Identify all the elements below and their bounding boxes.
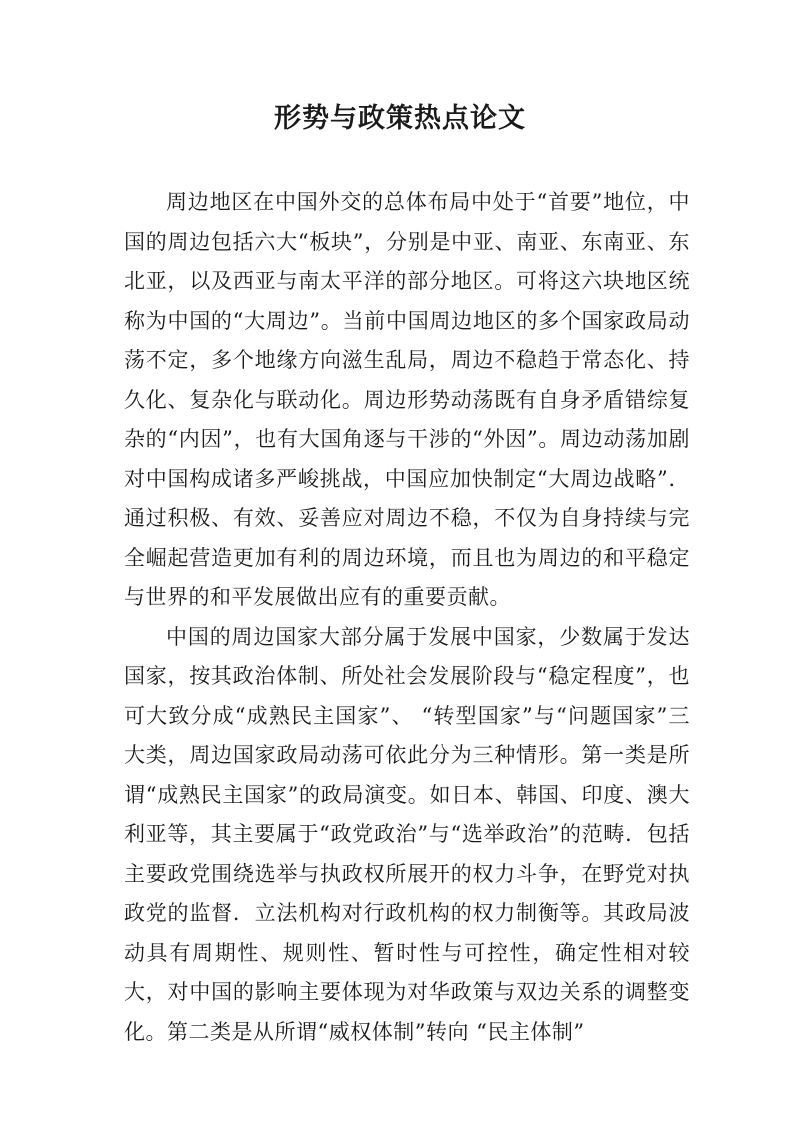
paragraph-1: 周边地区在中国外交的总体布局中处于“首要”地位，中国的周边包括六大“板块”，分别是中亚、南亚、东南亚、东北亚，以及西亚与南太平洋的部分地区。可将这六块地区统称为中国的“大周边”。当前中国周边地区的多个国家政局动荡不定，多个地缘方向滋生乱局，周边不稳趋于常态化、持久化、复杂化与联动化。周边形势动荡既有自身矛盾错综复杂的“内因”，也有大国角逐与干涉的“外因”。周边动荡加剧对中国构成诸多严峻挑战，中国应加快制定“大周边战略”．通过积极、有效、妥善应对周边不稳，不仅为自身持续与完全崛起营造更加有利的周边环境，而且也为周边的和平稳定与世界的和平发展做出应有的重要贡献。	[124, 190, 690, 609]
document-body	[124, 183, 690, 1052]
paragraph-2: 中国的周边国家大部分属于发展中国家，少数属于发达国家，按其政治体制、所处社会发展阶段与“稳定程度”，也可大致分成“成熟民主国家”、 “转型国家”与“问题国家”三大类，周边国家政局动荡可依此分为三种情形。第一类是所谓“成熟民主国家”的政局演变。如日本、韩国、印度、澳大利亚等，其主要属于“政党政治”与“选举政治”的范畴．包括主要政党围绕选举与执政权所展开的权力斗争，在野党对执政党的监督．立法机构对行政机构的权力制衡等。其政局波动具有周期性、规则性、暂时性与可控性，确定性相对较大，对中国的影响主要体现为对华政策与双边关系的调整变化。第二类是从所谓“威权体制”转向 “民主体制”	[124, 624, 690, 1044]
document-title: 形势与政策热点论文	[274, 103, 526, 134]
